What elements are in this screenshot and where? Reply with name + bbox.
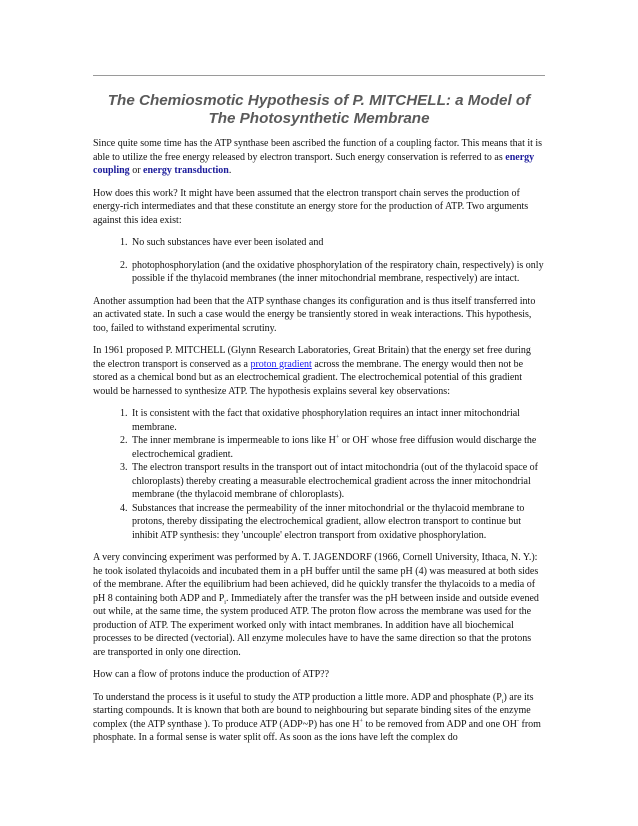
paragraph-text: To understand the process is it useful to study the ATP production a little more. ADP and phosphate (P: [93, 691, 502, 703]
arguments-list: [93, 236, 545, 286]
term-energy-transduction: energy transduction: [143, 165, 229, 176]
list-item-text: The inner membrane is impermeable to ions like H: [132, 435, 336, 446]
paragraph-how-does-this-work: How does this work? It might have been assumed that the electron transport chain serves the production of energy-rich intermediates and that these constitute an energy store for the production of ATP. Two arguments against this idea exist:: [93, 187, 529, 226]
list-item: 1. No such substances have ever been isolated and: [130, 236, 545, 250]
paragraph-text: .: [228, 165, 232, 176]
paragraph-question: How can a flow of protons induce the production of ATP??: [93, 669, 330, 680]
list-item-text: or OH: [339, 435, 367, 446]
page-title: The Chemiosmotic Hypothesis of P. MITCHELL: a Model of The Photosynthetic Membrane: [107, 92, 531, 127]
paragraph-mitchell-1961: [93, 344, 545, 398]
paragraph-text: from phosphate. In a formal sense is water split off. As soon as the ions have left the complex do: [93, 718, 541, 743]
paragraph-text: . Immediately after the transfer was the pH between inside and outside evened out while, at the same time, the system produced ATP. The proton flow across the membrane was used for the production of ATP. The experiment worked only with intact membranes. In addition have all biochemical processes to be directed (vectorial). All enzyme molecules have to have the same direction so that the protons are transported in only one direction.: [93, 592, 539, 658]
paragraph-another-assumption: Another assumption had been that the ATP synthase changes its configuration and is thus itself transferred into an activated state. In such a case would the energy be transiently stored in weak interactions. This hypothesis, too, failed to withstand experimental scrutiny.: [93, 295, 536, 334]
superscript: -: [367, 434, 369, 441]
subscript: i: [224, 599, 226, 606]
superscript: +: [335, 434, 340, 441]
list-item: [130, 434, 545, 461]
list-item: 4. Substances that increase the permeability of the inner mitochondrial or the thylacoid membrane to protons, thereby dissipating the electrochemical gradient, allow electron transport to continue but inhibit ATP synthesis: they 'uncouple' electron transport from oxidative phosphorylation.: [130, 502, 545, 543]
subscript: i: [501, 698, 504, 705]
paragraph-text: A very convincing experiment was performed by A. T. JAGENDORF (1966, Cornell University, Ithaca, N. Y.): he took isolated thylacoids and incubated them in a pH buffer until the same pH (4) was measured at both sides of the membrane. After the equilibrium had been achieved, did he quickly transfer the thylacoids to a media of pH 8 containing both ADP and P: [93, 552, 539, 604]
paragraph-text: Since quite some time has the ATP synthase been ascribed the function of a coupling factor. This means that it is able to utilize the free energy released by electron transport. Such energy conservation is referred to as: [93, 138, 543, 163]
term-energy-coupling: energy coupling: [93, 151, 535, 176]
list-item: 2. photophosphorylation (and the oxidative phosphorylation of the respiratory chain, respectively) is only possible if the thylacoid membranes (the inner mitochondrial membrane, respectively) are intact.: [130, 259, 545, 286]
list-item-text: whose free diffusion would discharge the electrochemical gradient.: [132, 435, 537, 460]
paragraph-text: across the membrane. The energy would then not be stored as a chemical bond but as an electrochemical gradient. The electrochemical potential of this gradient would be harnessed to synthesize ATP. The hypothesis explains several key observations:: [93, 358, 524, 397]
top-divider: [93, 75, 545, 76]
proton-gradient-link[interactable]: proton gradient: [250, 358, 312, 370]
paragraph-jagendorf-experiment: [93, 551, 545, 659]
list-item: 3. The electron transport results in the transport out of intact mitochondria (out of the thylacoid space of chloroplasts) thereby creating a measurable electrochemical gradient across the inner mitochondrial membrane (the thylacoid membrane of chloroplasts).: [130, 461, 545, 502]
list-item: 1. It is consistent with the fact that oxidative phosphorylation requires an intact inner mitochondrial membrane.: [130, 407, 545, 434]
document-body: [93, 137, 545, 754]
paragraph-text: to be removed from ADP and one OH: [362, 718, 517, 730]
paragraph-atp-production: [93, 691, 545, 745]
superscript: +: [359, 718, 363, 725]
superscript: -: [516, 718, 519, 725]
paragraph-coupling: [93, 137, 545, 178]
paragraph-text: In 1961 proposed P. MITCHELL (Glynn Research Laboratories, Great Britain) that the energy set free during the electron transport is conserved as a: [93, 345, 531, 370]
paragraph-text: or: [129, 165, 144, 176]
observations-list: [93, 407, 545, 542]
paragraph-text: ) are its starting compounds. It is known that both are bound to neighbouring but separate binding sites of the enzyme complex (the ATP synthase ). To produce ATP (ADP~P) has one H: [93, 691, 534, 730]
